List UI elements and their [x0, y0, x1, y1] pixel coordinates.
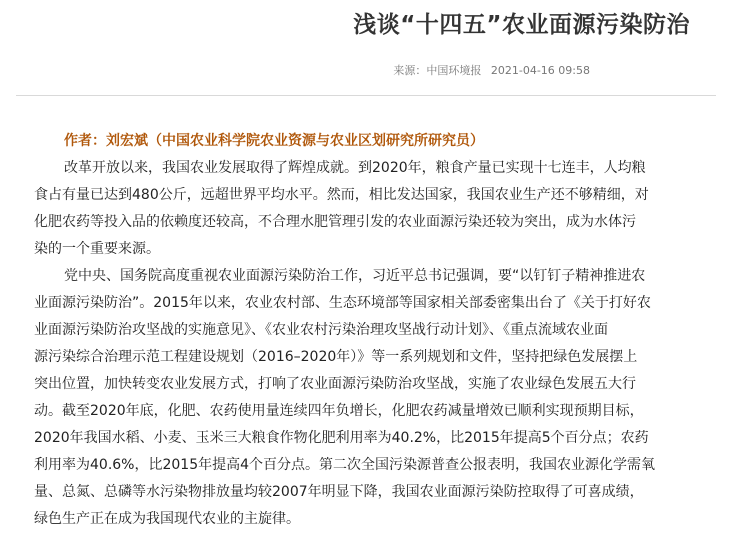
paragraph-2	[34, 263, 694, 533]
paragraph-line: 动。截至2020年底，化肥、农药使用量连续四年负增长，化肥农药减量增效已顺利实现预期目标，	[34, 403, 644, 419]
publish-date: 2021-04-16 09:58	[490, 64, 590, 77]
article-meta	[0, 62, 590, 78]
paragraph-line: 化肥农药等投入品的依赖度还较高，不合理水肥管理引发的农业面源污染还较为突出，成为水体污	[34, 214, 636, 230]
paragraph-line: 绿色生产正在成为我国现代农业的主旋律。	[34, 511, 300, 527]
paragraph-line: 突出位置，加快转变农业发展方式，打响了农业面源污染防治攻坚战，实施了农业绿色发展五大行	[34, 376, 636, 392]
paragraph-line: 量、总氮、总磷等水污染物排放量均较2007年明显下降，我国农业面源污染防控取得了可喜成绩，	[34, 484, 644, 500]
source-label: 来源：	[393, 64, 427, 77]
paragraph-line: 党中央、国务院高度重视农业面源污染防治工作，习近平总书记强调，要“以钉钉子精神推进农	[64, 268, 646, 284]
author-line: 作者：刘宏斌（中国农业科学院农业资源与农业区划研究所研究员）	[64, 133, 484, 149]
paragraph-line: 食占有量已达到480公斤，远超世界平均水平。然而，相比发达国家，我国农业生产还不够精细，对	[34, 187, 649, 203]
header-divider	[16, 95, 716, 96]
paragraph-line: 2020年我国水稻、小麦、玉米三大粮食作物化肥利用率为40.2%，比2015年提高5个百分点；农药	[34, 430, 649, 446]
paragraph-line: 源污染综合治理示范工程建设规划（2016–2020年）》等一系列规划和文件，坚持把绿色发展摆上	[34, 349, 638, 365]
paragraph-line: 业面源污染防治攻坚战的实施意见》、《农业农村污染治理攻坚战行动计划》、《重点流域农业面	[34, 322, 608, 338]
source-name: 中国环境报	[426, 64, 482, 77]
article-title: 浅谈“十四五”农业面源污染防治	[353, 12, 690, 38]
paragraph-line: 业面源污染防治”。2015年以来，农业农村部、生态环境部等国家相关部委密集出台了《关于打好农	[34, 295, 651, 311]
paragraph-1	[34, 155, 694, 263]
paragraph-line: 利用率为40.6%，比2015年提高4个百分点。第二次全国污染源普查公报表明，我国农业源化学需氧	[34, 457, 656, 473]
paragraph-line: 染的一个重要来源。	[34, 241, 160, 257]
paragraph-line: 改革开放以来，我国农业发展取得了辉煌成就。到2020年，粮食产量已实现十七连丰，人均粮	[64, 160, 646, 176]
article-body	[34, 128, 694, 533]
